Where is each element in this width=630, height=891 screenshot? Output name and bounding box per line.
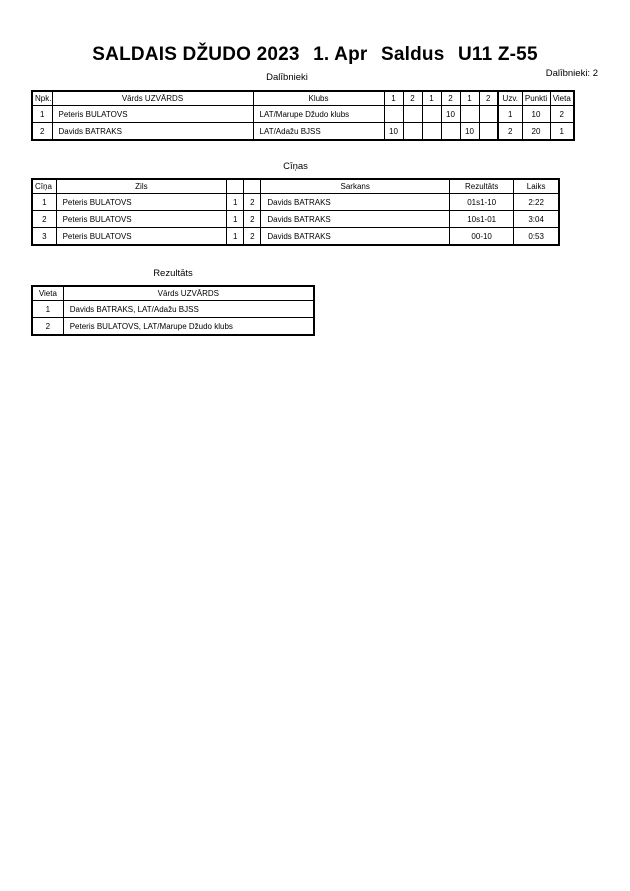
table-row [32, 228, 559, 246]
cell-round-1 [384, 106, 403, 123]
cell-club: LAT/Adažu BJSS [253, 123, 384, 141]
header-place: Vieta [550, 91, 574, 106]
header-points: Punkti [522, 91, 550, 106]
cell-red: Davids BATRAKS [261, 228, 450, 246]
cell-round-2 [403, 123, 422, 141]
cell-score-1: 1 [227, 194, 244, 211]
cell-fight-no: 3 [32, 228, 56, 246]
cell-no: 2 [32, 123, 52, 141]
cell-round-6 [479, 123, 498, 141]
cell-result-place: 2 [32, 318, 63, 336]
event-date: 1. Apr [313, 44, 368, 65]
cell-points: 10 [522, 106, 550, 123]
event-name: SALDAIS DŽUDO 2023 [92, 44, 300, 65]
header-result: Rezultāts [450, 179, 514, 194]
results-header-row [32, 286, 314, 301]
table-row [32, 301, 314, 318]
header-club: Klubs [253, 91, 384, 106]
fights-title: Cīņas [283, 161, 308, 172]
cell-round-5: 10 [460, 123, 479, 141]
cell-round-2 [403, 106, 422, 123]
participants-table [31, 90, 575, 141]
fights-table [31, 178, 560, 246]
cell-blue: Peteris BULATOVS [56, 228, 227, 246]
table-row [32, 123, 574, 141]
cell-time: 2:22 [514, 194, 559, 211]
header-time: Laiks [514, 179, 559, 194]
cell-name: Davids BATRAKS [52, 123, 253, 141]
cell-time: 0:53 [514, 228, 559, 246]
header-round-2: 2 [403, 91, 422, 106]
cell-blue: Peteris BULATOVS [56, 211, 227, 228]
cell-name: Peteris BULATOVS [52, 106, 253, 123]
cell-fight-no: 2 [32, 211, 56, 228]
cell-wins: 1 [498, 106, 522, 123]
cell-round-1: 10 [384, 123, 403, 141]
header-wins: Uzv. [498, 91, 522, 106]
header-round-1: 1 [384, 91, 403, 106]
header-score-1 [227, 179, 244, 194]
cell-result-name: Peteris BULATOVS, LAT/Marupe Džudo klubs [63, 318, 314, 336]
cell-red: Davids BATRAKS [261, 194, 450, 211]
cell-result-name: Davids BATRAKS, LAT/Adažu BJSS [63, 301, 314, 318]
header-name: Vārds UZVĀRDS [52, 91, 253, 106]
fights-header-row [32, 179, 559, 194]
participants-header-row [32, 91, 574, 106]
cell-place: 2 [550, 106, 574, 123]
results-title: Rezultāts [153, 268, 193, 279]
cell-club: LAT/Marupe Džudo klubs [253, 106, 384, 123]
header-result-name: Vārds UZVĀRDS [63, 286, 314, 301]
cell-result-place: 1 [32, 301, 63, 318]
cell-round-3 [422, 106, 441, 123]
cell-round-5 [460, 106, 479, 123]
table-row [32, 194, 559, 211]
cell-no: 1 [32, 106, 52, 123]
table-row [32, 106, 574, 123]
header-round-4: 2 [441, 91, 460, 106]
cell-score-2: 2 [244, 228, 261, 246]
cell-score-1: 1 [227, 211, 244, 228]
event-place: Saldus [380, 44, 445, 65]
table-row [32, 211, 559, 228]
cell-round-4: 10 [441, 106, 460, 123]
cell-score-2: 2 [244, 194, 261, 211]
event-category: U11 Z-55 [457, 44, 538, 65]
cell-round-3 [422, 123, 441, 141]
cell-wins: 2 [498, 123, 522, 141]
header-result-place: Vieta [32, 286, 63, 301]
header-score-2 [244, 179, 261, 194]
cell-score-1: 1 [227, 228, 244, 246]
header-no: Npk. [32, 91, 52, 106]
header-round-5: 1 [460, 91, 479, 106]
header-red: Sarkans [261, 179, 450, 194]
cell-round-4 [441, 123, 460, 141]
table-row [32, 318, 314, 336]
cell-score-2: 2 [244, 211, 261, 228]
cell-place: 1 [550, 123, 574, 141]
header-fight-no: Cīņa [32, 179, 56, 194]
participants-count: Dalībnieki: 2 [545, 68, 598, 79]
header-round-3: 1 [422, 91, 441, 106]
cell-result: 00-10 [450, 228, 514, 246]
cell-round-6 [479, 106, 498, 123]
cell-points: 20 [522, 123, 550, 141]
cell-time: 3:04 [514, 211, 559, 228]
cell-red: Davids BATRAKS [261, 211, 450, 228]
page-title [0, 44, 630, 66]
results-table [31, 285, 315, 336]
header-blue: Zils [56, 179, 227, 194]
cell-result: 10s1-01 [450, 211, 514, 228]
cell-result: 01s1-10 [450, 194, 514, 211]
cell-fight-no: 1 [32, 194, 56, 211]
header-round-6: 2 [479, 91, 498, 106]
participants-title: Dalībnieki [266, 72, 308, 83]
cell-blue: Peteris BULATOVS [56, 194, 227, 211]
